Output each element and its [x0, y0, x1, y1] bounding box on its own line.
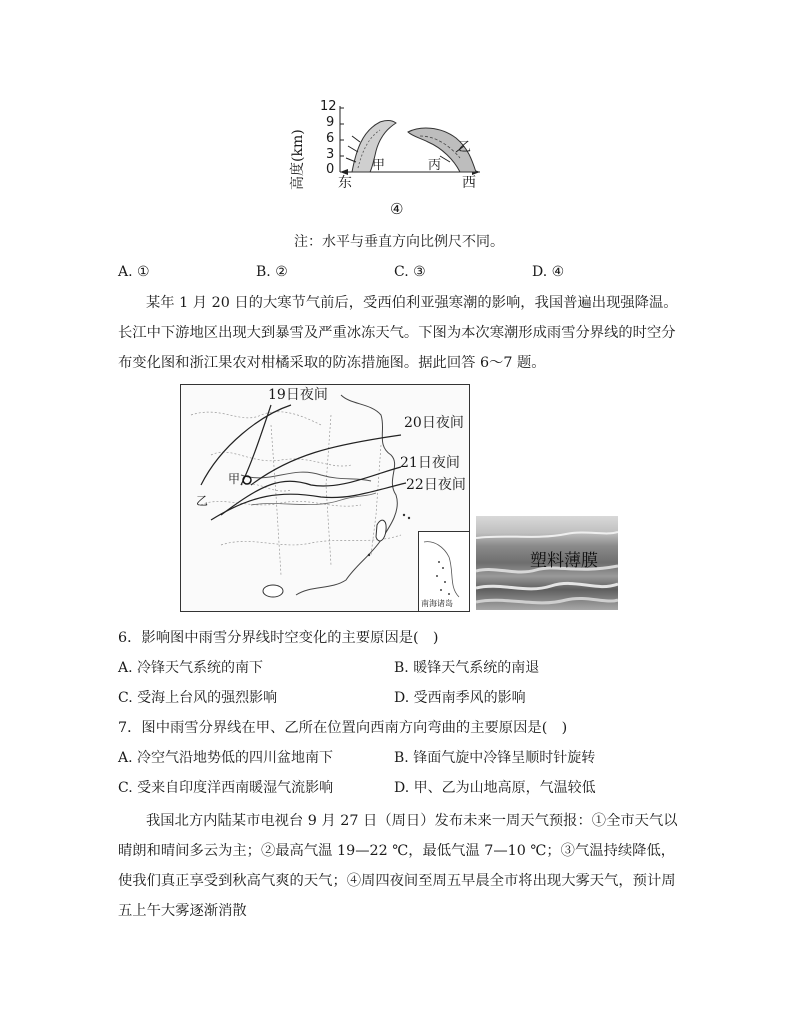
- west-label: 西: [462, 175, 476, 191]
- map-label-21: 21日夜间: [400, 455, 460, 471]
- map-label-yi: 乙: [196, 494, 209, 508]
- east-label: 东: [338, 175, 352, 191]
- photo-label: 塑料薄膜: [530, 551, 598, 571]
- map-label-jia: 甲: [228, 472, 241, 486]
- south-china-sea-inset: [418, 531, 470, 612]
- label-jia-fig4: 甲: [372, 158, 386, 173]
- q5-option-d: D. ④: [532, 264, 565, 280]
- y-axis-label: 高度(km): [290, 129, 306, 190]
- q6-option-b: B. 暖锋天气系统的南退: [394, 660, 540, 676]
- q7-option-d: D. 甲、乙为山地高原，气温较低: [394, 780, 596, 796]
- inset-label: 南海诸岛: [421, 599, 453, 608]
- map-label-19: 19日夜间: [268, 387, 328, 403]
- q7-option-c: C. 受来自印度洋西南暖湿气流影响: [118, 780, 334, 796]
- q6-option-a: A. 冷锋天气系统的南下: [118, 660, 264, 676]
- map-label-20: 20日夜间: [404, 415, 464, 431]
- passage-weather-forecast: 我国北方内陆某市电视台 9 月 27 日（周日）发布未来一周天气预报：①全市天气以晴朗和晴间多云为主；②最高气温 19—22 ℃，最低气温 7—10 ℃；③气温持续降低，使我们真正享受到秋高气爽的天气；④周四夜间至周五早晨全市将出现大雾天气，预计周五上午大雾逐渐消散: [118, 813, 678, 919]
- label-yi-fig4: 乙: [458, 140, 472, 155]
- map-label-22: 22日夜间: [406, 477, 466, 493]
- q5-option-a: A. ①: [118, 264, 150, 280]
- q5-option-c: C. ③: [394, 264, 426, 280]
- y-tick-0: 0: [326, 162, 335, 177]
- plastic-film-photo: [476, 516, 618, 610]
- q7-stem: 7．图中雨雪分界线在甲、乙所在位置向西南方向弯曲的主要原因是( ): [118, 720, 568, 736]
- q6-stem: 6．影响图中雨雪分界线时空变化的主要原因是( ): [118, 630, 439, 646]
- q5-option-b: B. ②: [256, 264, 288, 280]
- passage-cold-wave: 某年 1 月 20 日的大寒节气前后，受西伯利亚强寒潮的影响，我国普遍出现强降温。长江中下游地区出现大到暴雪及严重冰冻天气。下图为本次寒潮形成雨雪分界线的时空分布变化图和浙江果农对柑橘采取的防冻措施图。据此回答 6～7 题。: [118, 295, 678, 371]
- q7-option-a: A. 冷空气沿地势低的四川盆地南下: [118, 750, 334, 766]
- y-tick-9: 9: [326, 115, 335, 130]
- figure4-caption: ④: [390, 200, 404, 218]
- q7-option-b: B. 锋面气旋中冷锋呈顺时针旋转: [394, 750, 596, 766]
- y-tick-3: 3: [326, 147, 335, 162]
- q6-option-d: D. 受西南季风的影响: [394, 690, 526, 706]
- q6-option-c: C. 受海上台风的强烈影响: [118, 690, 278, 706]
- y-tick-6: 6: [326, 131, 335, 146]
- scale-note: 注：水平与垂直方向比例尺不同。: [294, 234, 504, 250]
- label-bing-fig4: 丙: [428, 158, 442, 173]
- y-tick-12: 12: [320, 99, 337, 114]
